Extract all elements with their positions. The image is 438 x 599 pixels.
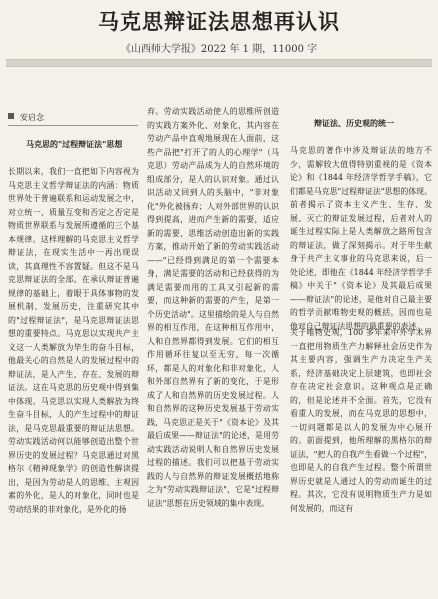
article-source: 《山西师大学报》2022 年 1 期，11000 字 [120,44,318,55]
column-3-text-b: 关于唯物史观，100 多年来中外学术界一直把用物质生产力解释社会历史作为其主要内容，强调生产力决定生产关系，经济基础决定上层建筑，也即社会存在决定社会意识。这种观点是正确的，但是论述并不全面。首先，它没有看重人的发展，而在马克思的思想中，一切问题都是以人的发展为中心展开的。前面提到，他所理解的黑格尔的辩证法，"把人的自我产生看做一个过程"，也即是人的自我产生过程。整个所谓世界历史就是人通过人的劳动而诞生的过程。其次，它没有说明物质生产力是如何发展的，而这有 [290,328,432,513]
section-title-2: 辩证法、历史观的统一 [314,119,394,128]
column-2-text: 弃。劳动实践活动使人的思维所创造的实践方案外化、对象化，其内容在劳动产品中直观地展现在人面前，这些产品把"打开了的人的心理学"（马克思）劳动产品成为人的自然环境的组成部分，是人的认识对象。通过认识活动又回到人的头脑中，"非对象化"外化被扬弃；人对外部世界的认识得到提高，进而产生新的需要，适应新的需要，思维活动创造出新的实践方案，推动开始了新的劳动实践活动——"已经得到满足的第一个需要本身，满足需要的活动和已经获得的为满足需要而用的工具又引起新的需要，而这种新的需要的产生，是第一个历史活动"。这里描绘的是人与自然界的相互作用，在这种相互作用中，人和自然界都得到发展。它们的相互作用循环往复以至无穷，每一次循环，都是人的对象化和非对象化，人和外部自然界有了新的变化，于是形成了人和自然界的历史发展过程。人和自然界的这种历史发展基于劳动实践，马克思正是关于"《资本论》及其最后成果——辩证法"的论述，是用劳动实践活动说明人和自然界历史发展过程的描述。我们可以把基于劳动实践的人与自然界的辩证发展概括地称之为"劳动实践辩证法"，它是"过程辩证法"思想在历史领域的集中表现。 [147,107,279,508]
author-name: 安启念 [20,113,44,122]
column-3-text-a: 马克思的著作中涉及辩证法的地方不少，需解较大值得特别重视的是《资本论》和《1844 年经济学哲学手稿》，它们都是马克思"过程辩证法"思想的体现。前者揭示了资本主义产生、生存、发展、灭亡的辩证发展过程，后者对人的诞生过程实际上是人类解放之路所包含的辩证法，做了深刻揭示。对于毕生献身于共产主义事业的马克思来说，后一处论述，即他在《1844 年经济学哲学手稿》中关于"《资本论》及其最后成果——辩证法"的论述，是他对自己最主要的哲学贡献唯物史观的概括，因而也是他对自己辩证法思想的最重要的表述。 [290,146,432,331]
section-title-1: 马克思的"过程辩证法"思想 [26,140,123,149]
header-rule [6,59,432,67]
article-title: 马克思辩证法思想再认识 [98,10,340,34]
column-1-text: 长期以来，我们一直把如下内容视为马克思主义哲学辩证法的内涵：物质世界处于普遍联系和运动发展之中，对立统一、质量互变和否定之否定是物质世界联系与发展所遵循的三个基本规律。这样理解的马克思主义哲学辩证法，在现实生活中一再出现误读，其真理性不容置疑。但这不是马克思辩证法的全部。在承认辩证普遍规律的基础上，着眼于具体事物的发展机制、发展历史，注重研究其中的"过程辩证法"，是马克思辩证法思想的重要特点。马克思以实现共产主义这一人类解放为毕生的奋斗目标，他最关心的自然是人的发展过程中的辩证法，是人产生、存在、发展的辩证法。这在马克思的历史观中得到集中体现。马克思以实现人类解放为终生奋斗目标，人的产生过程中的辩证法，是马克思最重要的辩证法思想。劳动实践活动何以能够创造出整个世界历史的发展过程？马克思通过对黑格尔《精神现象学》的创造性解读提出，是因为劳动是人的思维、主观因素的外化，是人的对象化，同时也是劳动结果的非对象化，是外化的扬 [8,167,139,514]
square-bullet-icon [8,113,14,119]
